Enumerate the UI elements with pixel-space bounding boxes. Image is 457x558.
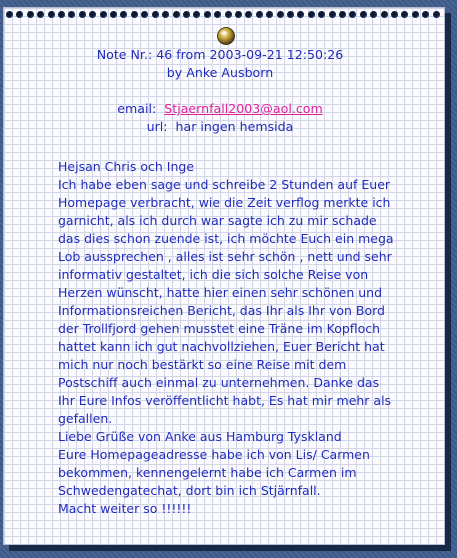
url-value: har ingen hemsida bbox=[175, 119, 294, 134]
binding-ring bbox=[329, 11, 336, 18]
binding-ring bbox=[318, 11, 325, 18]
binding-ring bbox=[214, 11, 221, 18]
message-regards: Liebe Grüße von Anke aus Hamburg Tyskland bbox=[58, 429, 342, 444]
email-link[interactable]: Stjaernfall2003@aol.com bbox=[164, 101, 323, 116]
binding-ring bbox=[68, 11, 75, 18]
message-paragraph: Ich habe eben sage und schreibe 2 Stunden auf Euer Homepage verbracht, wie die Zeit verflog merkte ich garnicht, als ich durch war sagte ich zu mir schade das dies schon zuende ist, ich möchte Euch ein mega Lob aussprechen , alles ist sehr schön , nett und sehr informativ gestaltet, ich die sich solche Reise von Herzen wünscht, hatte hier einen sehr schönen und Informationsreichen Bericht, das Ihr als Ihr von Bord der Trollfjord gehen musstet eine Träne im Kopfloch hattet kann ich gut nachvollziehen, Euer Bericht hat mich nur noch bestärkt so eine Reise mit dem Postschiff auch einmal zu unternehmen. Danke das Ihr Eure Infos veröffentlicht habt, Es hat mir mehr als gefallen. bbox=[58, 177, 394, 426]
binding-ring bbox=[204, 11, 211, 18]
binding-ring bbox=[120, 11, 127, 18]
email-row bbox=[0, 100, 440, 118]
binding-ring bbox=[266, 11, 273, 18]
binding-ring bbox=[37, 11, 44, 18]
binding-ring bbox=[193, 11, 200, 18]
binding-ring bbox=[381, 11, 388, 18]
pushpin-icon bbox=[216, 26, 236, 46]
binding-ring bbox=[100, 11, 107, 18]
binding-ring bbox=[412, 11, 419, 18]
note-header bbox=[0, 46, 440, 136]
binding-ring bbox=[349, 11, 356, 18]
binding-ring bbox=[297, 11, 304, 18]
binding-ring bbox=[141, 11, 148, 18]
binding-ring bbox=[16, 11, 23, 18]
binding-ring bbox=[433, 11, 440, 18]
binding-ring bbox=[256, 11, 263, 18]
message-greeting: Hejsan Chris och Inge bbox=[58, 159, 195, 174]
message-paragraph-2: Eure Homepageadresse habe ich von Lis/ Carmen bekommen, kennengelernt habe ich Carmen im Schwedengatechat, dort bin ich Stjärnfall. bbox=[58, 447, 370, 498]
binding-ring bbox=[152, 11, 159, 18]
binding-ring bbox=[308, 11, 315, 18]
binding-ring bbox=[173, 11, 180, 18]
binding-ring bbox=[79, 11, 86, 18]
binding-ring bbox=[89, 11, 96, 18]
binding-ring bbox=[131, 11, 138, 18]
binding-ring bbox=[360, 11, 367, 18]
binding-ring bbox=[391, 11, 398, 18]
binding-ring bbox=[422, 11, 429, 18]
binding-ring bbox=[277, 11, 284, 18]
binding-ring bbox=[58, 11, 65, 18]
binding-ring bbox=[370, 11, 377, 18]
url-label: url: bbox=[146, 119, 168, 134]
binding-ring bbox=[287, 11, 294, 18]
binding-ring bbox=[339, 11, 346, 18]
email-label: email: bbox=[117, 101, 157, 116]
binding-ring bbox=[401, 11, 408, 18]
binding-ring bbox=[6, 11, 13, 18]
url-row bbox=[0, 118, 440, 136]
binding-ring bbox=[183, 11, 190, 18]
message-body bbox=[58, 158, 398, 518]
spiral-binding bbox=[4, 7, 442, 23]
binding-ring bbox=[225, 11, 232, 18]
message-closing: Macht weiter so !!!!!! bbox=[58, 501, 192, 516]
note-number-line: Note Nr.: 46 from 2003-09-21 12:50:26 bbox=[96, 47, 344, 62]
binding-ring bbox=[27, 11, 34, 18]
binding-ring bbox=[110, 11, 117, 18]
author-line: by Anke Ausborn bbox=[166, 65, 274, 80]
binding-ring bbox=[235, 11, 242, 18]
binding-ring bbox=[162, 11, 169, 18]
binding-ring bbox=[245, 11, 252, 18]
binding-ring bbox=[48, 11, 55, 18]
